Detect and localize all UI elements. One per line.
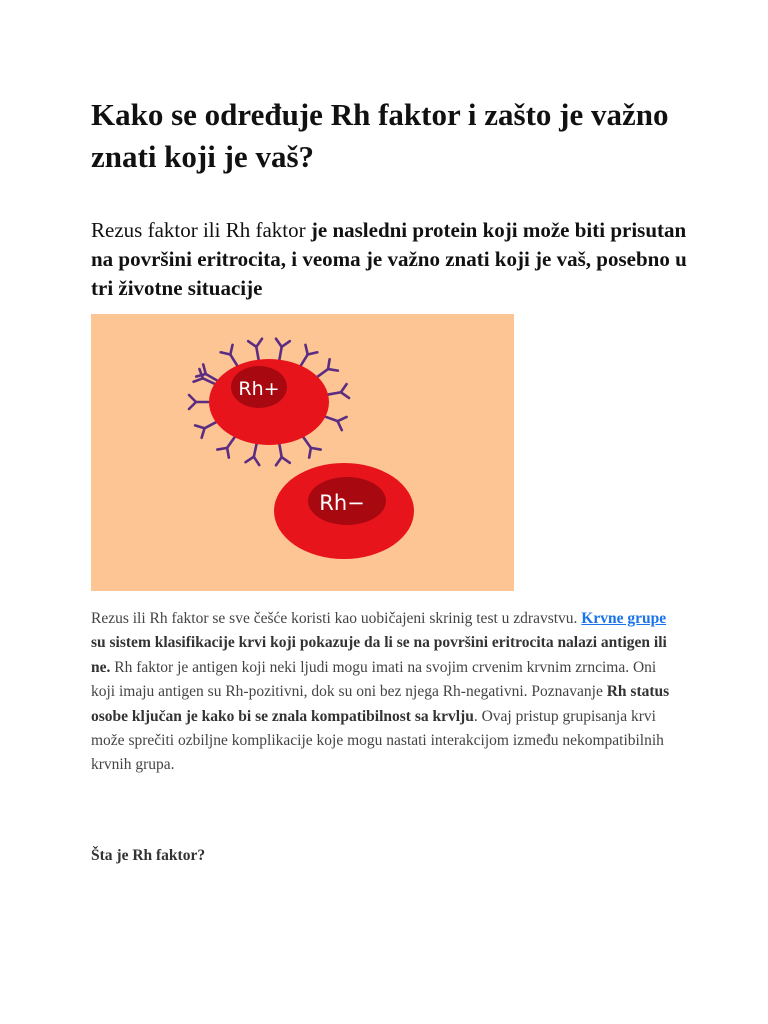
body-text-3: . Ovaj pristup grupisanja krvi može sprečiti ozbiljne komplikacije koje mogu nastati interakcijom između nekompatibilnih krvnih grupa.: [91, 707, 664, 774]
article-title: Kako se određuje Rh faktor i zašto je važno znati koji je vaš?: [91, 97, 669, 174]
antigen-stroke: [279, 444, 281, 457]
antigen-stroke: [205, 422, 216, 428]
antigen-stroke: [189, 402, 196, 409]
antigen-stroke: [328, 369, 338, 371]
antigen-stroke: [308, 352, 318, 354]
antigen-stroke: [189, 395, 196, 402]
antigen-stroke: [311, 448, 321, 450]
antigen-stroke: [309, 448, 311, 458]
antigen-stroke: [338, 421, 342, 430]
lead-paragraph: [91, 216, 691, 303]
rh-negative-label: Rh−: [319, 491, 365, 515]
antigen-stroke: [248, 341, 256, 347]
antigen-stroke: [227, 448, 229, 458]
body-bold-1: su sistem klasifikacije krvi koji pokazuje da li se na površini eritrocita nalazi antigen ili ne.: [91, 634, 667, 676]
antigen-stroke: [199, 369, 202, 378]
antigen-stroke: [341, 384, 347, 392]
rh-factor-illustration: [91, 314, 514, 591]
lead-bold-text: je nasledni protein koji može biti prisutan na površini eritrocita, i veoma je važno znati koji je vaš, posebno u tri životne situacije: [91, 218, 687, 300]
antigen-stroke: [227, 437, 234, 448]
body-text-1: Rezus ili Rh faktor se sve češće koristi kao uobičajeni skrinig test u zdravstvu.: [91, 610, 582, 627]
antigen-stroke: [256, 347, 258, 360]
antigen-stroke: [325, 417, 337, 421]
antigen-stroke: [328, 392, 341, 394]
antigen-stroke: [305, 345, 307, 355]
body-paragraph: [91, 607, 681, 778]
body-bold-2: Rh status osobe ključan je kako bi se znala kompatibilnost sa krvlju: [91, 683, 670, 725]
rh-cells-svg: [91, 314, 514, 591]
antigen-stroke: [282, 341, 290, 347]
antigen-stroke: [230, 355, 237, 366]
antigen-stroke: [254, 457, 259, 465]
rh-positive-label: Rh+: [238, 378, 280, 400]
antigen-stroke: [338, 417, 347, 421]
antigen-stroke: [217, 448, 227, 450]
antigen-stroke: [303, 437, 310, 448]
antigen-stroke: [256, 339, 262, 347]
antigen-stroke: [230, 345, 232, 355]
antigen-stroke: [279, 347, 281, 360]
antigen-stroke: [282, 457, 290, 463]
antigen-stroke: [221, 352, 231, 354]
antigen-stroke: [194, 378, 203, 381]
antigen-stroke: [203, 364, 206, 374]
lead-plain-text: Rezus faktor ili Rh faktor: [91, 218, 311, 242]
antigen-stroke: [254, 444, 257, 457]
section-heading: Šta je Rh faktor?: [91, 847, 206, 864]
antigen-stroke: [328, 359, 330, 369]
krvne-grupe-link[interactable]: Krvne grupe: [581, 610, 667, 627]
antigen-stroke: [301, 355, 308, 366]
antigen-stroke: [195, 425, 204, 428]
antigen-stroke: [246, 457, 254, 462]
antigen-stroke: [276, 457, 282, 465]
antigen-stroke: [341, 392, 349, 398]
body-text-2: Rh faktor je antigen koji neki ljudi mogu imati na svojim crvenim krvnim zrncima. Oni koji imaju antigen su Rh-pozitivni, dok su oni bez njega Rh-negativni. Poznavanje: [91, 658, 657, 701]
antigen-stroke: [318, 369, 329, 377]
antigen-stroke: [276, 339, 282, 347]
antigen-stroke: [202, 428, 205, 437]
